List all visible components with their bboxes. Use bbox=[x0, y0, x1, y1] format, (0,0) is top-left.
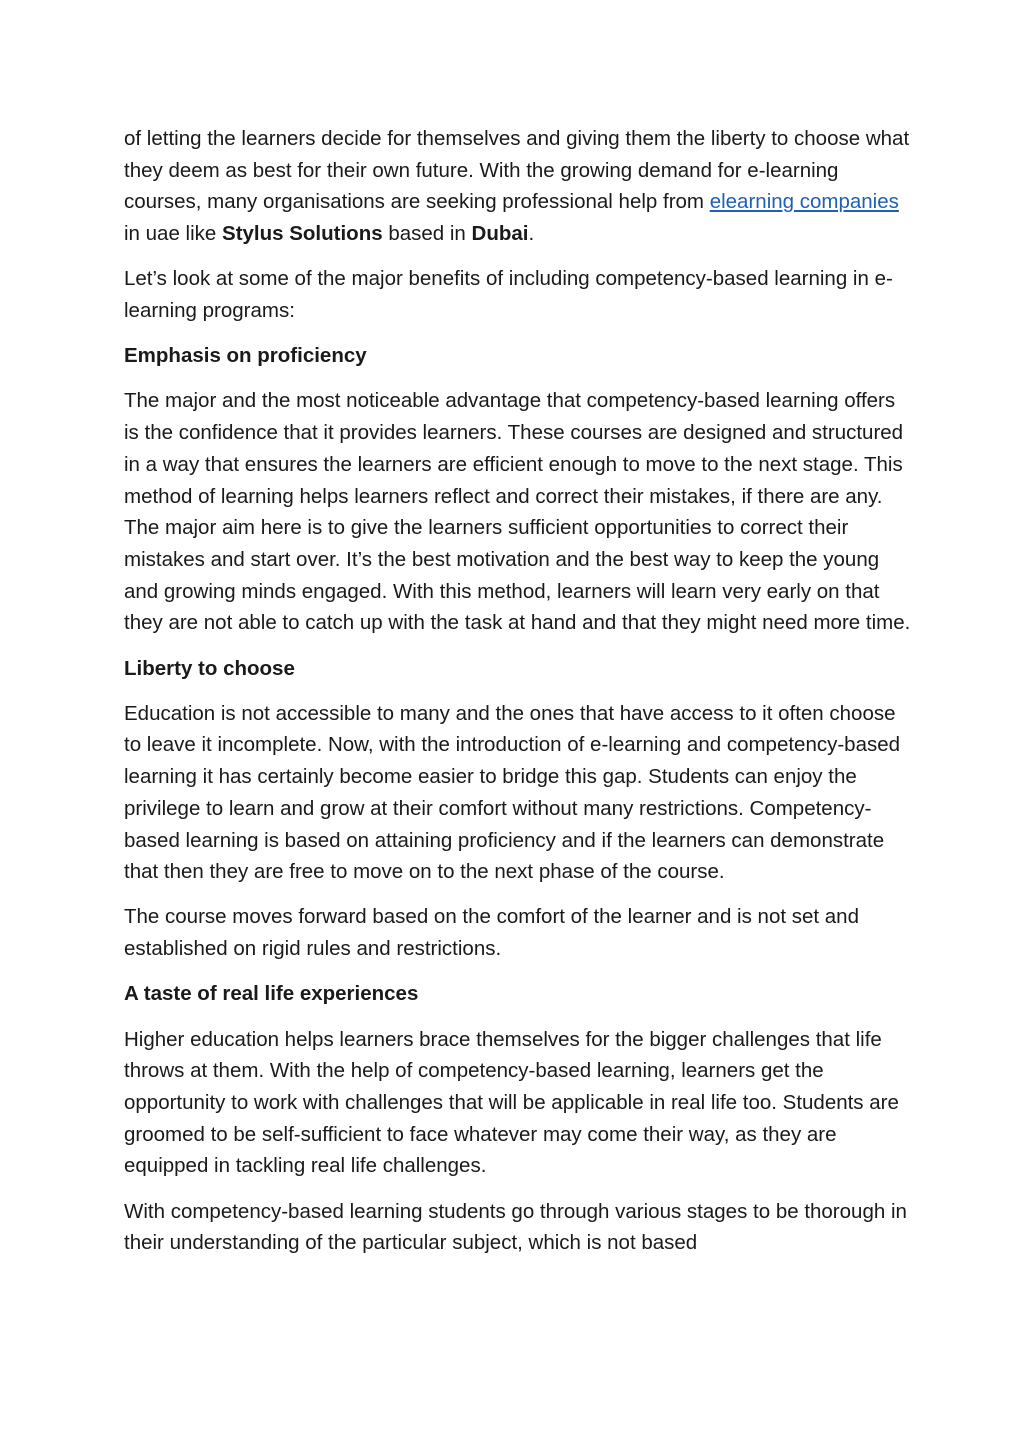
intro-text-before-city: based in bbox=[382, 222, 472, 246]
section-paragraph: The major and the most noticeable advantage that competency-based learning offers is the confidence that it provides learners. These courses are designed and structured in a way that ensures the learners are efficient enough to move to the next stage. This method of learning helps learners reflect and correct their mistakes, if there are any. The major aim here is to give the learners sufficient opportunities to correct their mistakes and start over. It’s the best motivation and the best way to keep the young and growing minds engaged. With this method, learners will learn very early on that they are not able to catch up with the task at hand and that they might need more time. bbox=[124, 389, 911, 635]
elearning-companies-link[interactable]: elearning companies bbox=[709, 190, 899, 214]
section-paragraph: With competency-based learning students go through various stages to be thorough in their understanding of the particular subject, which is not based bbox=[124, 1199, 907, 1255]
city-name: Dubai bbox=[471, 222, 529, 246]
section-heading-proficiency: Emphasis on proficiency bbox=[124, 344, 367, 368]
lead-paragraph: Let’s look at some of the major benefits of including competency-based learning in e-learning programs: bbox=[124, 267, 893, 323]
section-paragraph: The course moves forward based on the comfort of the learner and is not set and established on rigid rules and restrictions. bbox=[124, 905, 859, 961]
intro-text-end: . bbox=[528, 222, 535, 246]
intro-text-before-link: of letting the learners decide for themselves and giving them the liberty to choose what they deem as best for their own future. With the growing demand for e-learning courses, many organisations are seeking professional help from bbox=[124, 127, 910, 214]
section-paragraph: Higher education helps learners brace themselves for the bigger challenges that life throws at them. With the help of competency-based learning, learners get the opportunity to work with challenges that will be applicable in real life too. Students are groomed to be self-sufficient to face whatever may come their way, as they are equipped in tackling real life challenges. bbox=[124, 1027, 899, 1178]
section-heading-liberty: Liberty to choose bbox=[124, 656, 295, 680]
intro-paragraph bbox=[124, 123, 914, 250]
document-body bbox=[124, 123, 914, 1273]
section-heading-real-life: A taste of real life experiences bbox=[124, 982, 419, 1006]
intro-text-after-link: in uae like bbox=[124, 222, 223, 246]
company-name: Stylus Solutions bbox=[222, 222, 383, 246]
section-paragraph: Education is not accessible to many and the ones that have access to it often choose to leave it incomplete. Now, with the introduction of e-learning and competency-based learning it has certainly become easier to bridge this gap. Students can enjoy the privilege to learn and grow at their comfort without many restrictions. Competency-based learning is based on attaining proficiency and if the learners can demonstrate that then they are free to move on to the next phase of the course. bbox=[124, 701, 901, 884]
